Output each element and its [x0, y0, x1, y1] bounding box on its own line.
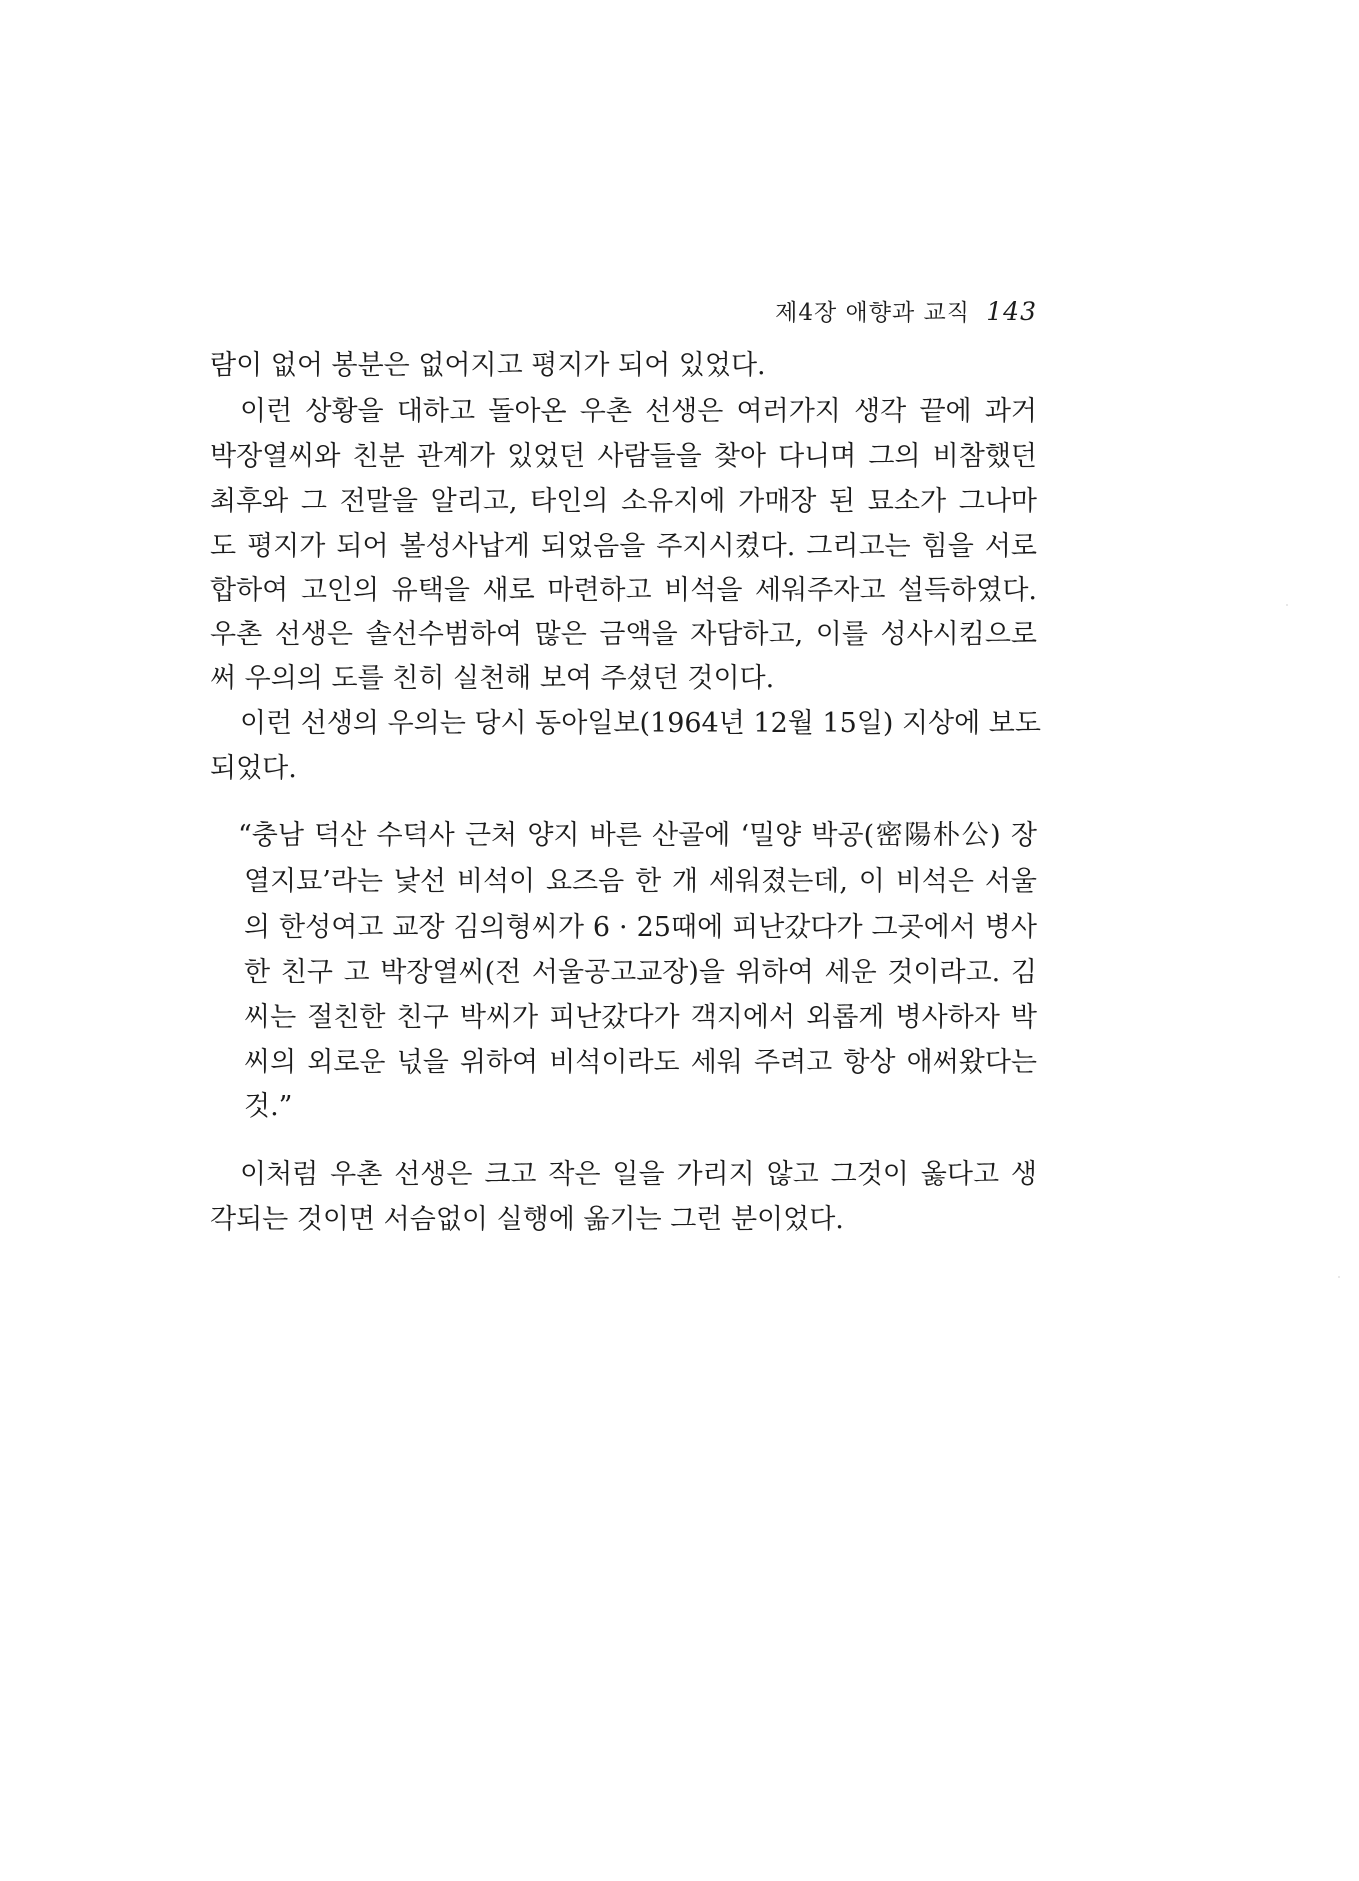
paragraph-line: 최후와 그 전말을 알리고, 타인의 소유지에 가매장 된 묘소가 그나마	[210, 486, 1037, 517]
quote-line: 것.”	[244, 1091, 293, 1122]
chapter-title: 제4장 애향과 교직	[775, 300, 970, 326]
paragraph-line: 우촌 선생은 솔선수범하여 많은 금액을 자담하고, 이를 성사시킴으로	[210, 619, 1037, 650]
paragraph-line: 도 평지가 되어 볼성사납게 되었음을 주지시켰다. 그리고는 힘을 서로	[210, 531, 1037, 562]
scan-speck	[1286, 604, 1288, 606]
quote-line: 씨의 외로운 넋을 위하여 비석이라도 세워 주려고 항상 애써왔다는	[244, 1047, 1037, 1078]
paragraph-line: 써 우의의 도를 친히 실천해 보여 주셨던 것이다.	[210, 663, 775, 694]
running-header	[775, 294, 1037, 327]
quote-line: 열지묘’라는 낯선 비석이 요즈음 한 개 세워졌는데, 이 비석은 서울	[244, 866, 1037, 897]
quote-line: 한 친구 고 박장열씨(전 서울공고교장)을 위하여 세운 것이라고. 김	[244, 957, 1037, 988]
quote-line: “충남 덕산 수덕사 근처 양지 바른 산골에 ‘밀양 박공(密陽朴公) 장	[238, 820, 1037, 851]
paragraph-line: 람이 없어 봉분은 없어지고 평지가 되어 있었다.	[210, 350, 766, 381]
quote-line: 의 한성여고 교장 김의형씨가 6 · 25때에 피난갔다가 그곳에서 병사	[244, 912, 1037, 943]
paragraph-line: 이런 선생의 우의는 당시 동아일보(1964년 12월 15일) 지상에 보도	[240, 708, 1041, 739]
page-number: 143	[986, 297, 1037, 326]
paragraph-line: 되었다.	[210, 753, 297, 784]
paragraph-line: 이처럼 우촌 선생은 크고 작은 일을 가리지 않고 그것이 옳다고 생	[240, 1159, 1037, 1190]
scan-speck	[1338, 1276, 1340, 1278]
paragraph-line: 합하여 고인의 유택을 새로 마련하고 비석을 세워주자고 설득하였다.	[210, 575, 1037, 606]
paragraph-line: 각되는 것이면 서슴없이 실행에 옮기는 그런 분이었다.	[210, 1204, 844, 1235]
paragraph-line: 박장열씨와 친분 관계가 있었던 사람들을 찾아 다니며 그의 비참했던	[210, 441, 1037, 472]
paragraph-line: 이런 상황을 대하고 돌아온 우촌 선생은 여러가지 생각 끝에 과거	[240, 396, 1037, 427]
quote-line: 씨는 절친한 친구 박씨가 피난갔다가 객지에서 외롭게 병사하자 박	[244, 1002, 1037, 1033]
